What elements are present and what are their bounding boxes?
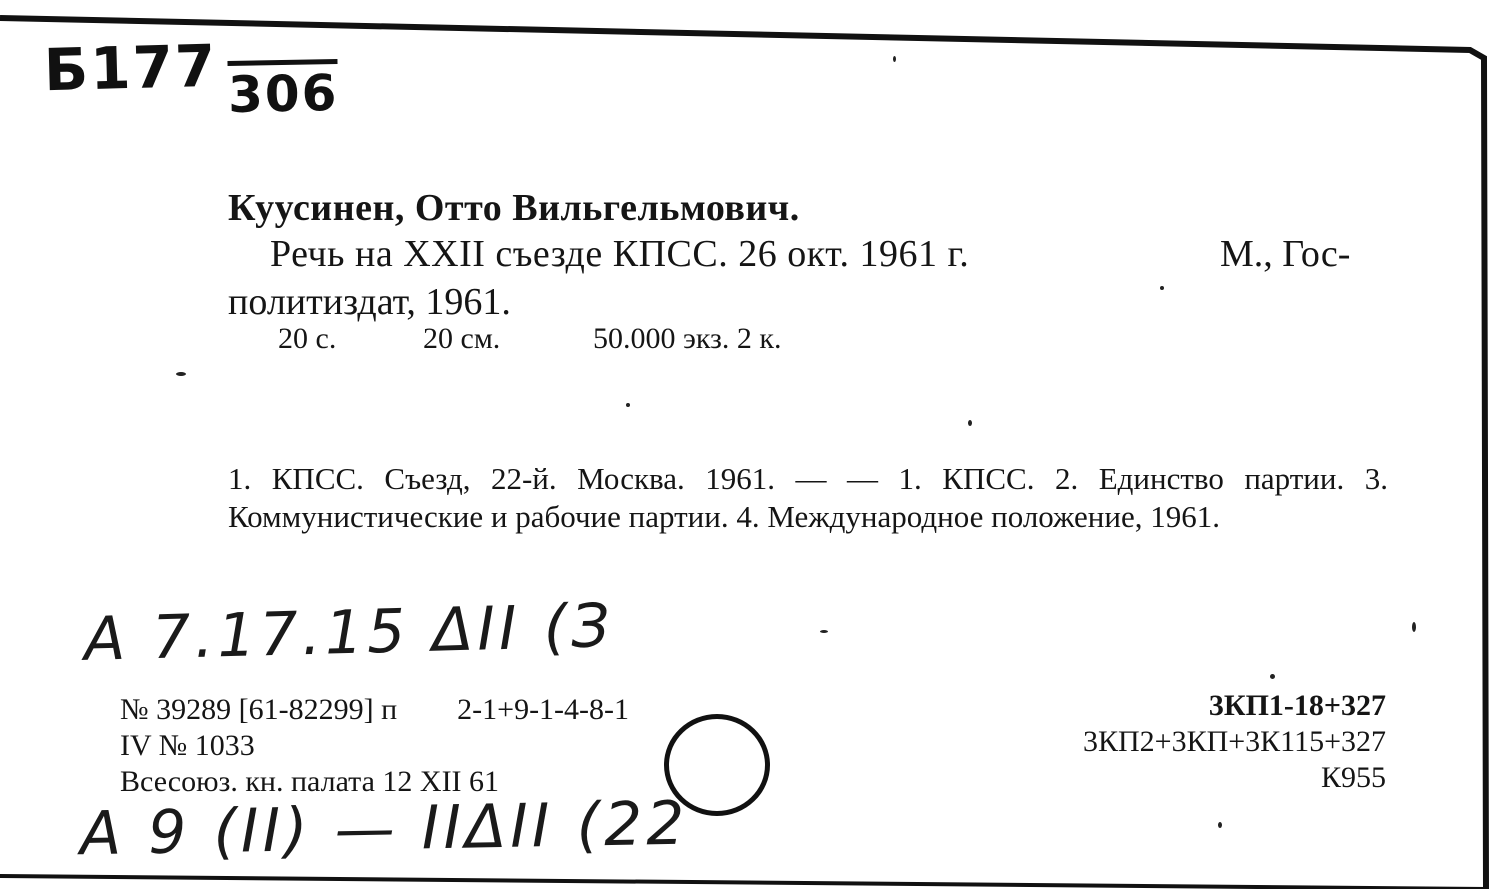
handwritten-code-1: A 7.17.15 ΔII (З [83, 591, 615, 675]
speck [820, 630, 828, 633]
copies-price: 50.000 экз. 2 к. [593, 322, 782, 355]
speck [1218, 822, 1222, 828]
classification-1: 3КП1-18+327 [1208, 689, 1386, 722]
speck [1412, 622, 1416, 632]
registration-issue: IV № 1033 [120, 729, 255, 762]
size: 20 см. [423, 322, 501, 355]
speck [1270, 674, 1275, 679]
speck [1160, 286, 1164, 290]
registration-chamber: Всесоюз. кн. палата 12 XII 61 [120, 765, 500, 798]
publisher-start: М., Гос- [1220, 233, 1351, 275]
classification-2: 3КП2+3КП+3К115+327 [1082, 725, 1386, 758]
physical-description [278, 322, 781, 356]
author-heading: Куусинен, Отто Вильгельмович. [228, 187, 800, 229]
author-mark: К955 [1320, 761, 1386, 794]
pages: 20 с. [278, 322, 337, 355]
subject-headings: 1. КПСС. Съезд, 22-й. Москва. 1961. — — 1. КПСС. 2. Единство партии. 3. Коммунистические и рабочие партии. 4. Международное положение, 1961. [228, 461, 1388, 534]
handwritten-code-2: A 9 (II) — IIΔII (22 [79, 788, 689, 870]
registration-block [120, 692, 629, 800]
speck [968, 420, 972, 426]
shelf-mark-main: Б177 [43, 31, 219, 105]
registration-number: № 39289 [61-82299] п [120, 693, 398, 726]
speck [893, 56, 896, 62]
shelf-mark-sub: 306 [227, 59, 338, 124]
classification-block [1083, 688, 1386, 796]
title-statement: Речь на XXII съезде КПСС. 26 окт. 1961 г. [270, 233, 970, 275]
registration-code: 2-1+9-1-4-8-1 [457, 693, 630, 726]
publisher-end: политиздат, 1961. [228, 281, 511, 323]
speck [176, 372, 186, 376]
speck [626, 403, 630, 407]
